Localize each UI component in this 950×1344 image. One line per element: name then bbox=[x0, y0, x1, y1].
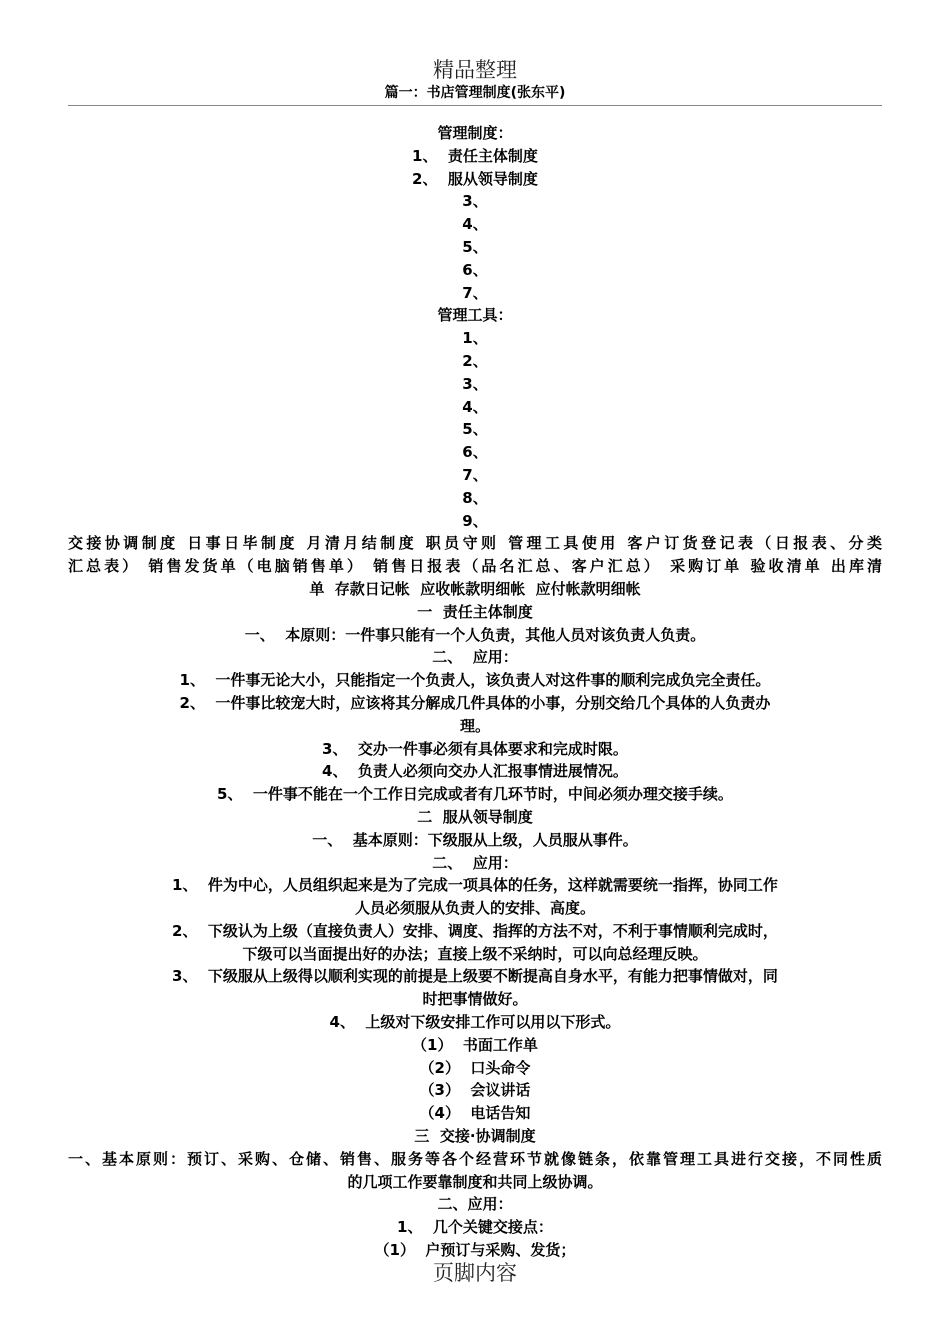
text-line: 汇总表） 销售发货单（电脑销售单） 销售日报表（品名汇总、客户汇总） 采购订单 验收清单 出库清 bbox=[68, 557, 882, 576]
document-body bbox=[68, 122, 882, 1262]
text-line: 管理制度： bbox=[437, 124, 513, 142]
text-line: 一、 基本原则：下级服从上级，人员服从事件。 bbox=[312, 830, 638, 849]
text-line: 2、 服从领导制度 bbox=[412, 169, 538, 188]
text-line: 3、 bbox=[462, 374, 488, 393]
text-line: 1、 bbox=[462, 329, 488, 348]
text-line: 理。 bbox=[459, 716, 490, 735]
text-line: 4、 负责人必须向交办人汇报事情进展情况。 bbox=[322, 762, 628, 781]
text-line: 6、 bbox=[462, 443, 488, 462]
text-line: 一、基本原则：预订、采购、仓储、销售、服务等各个经营环节就像链条，依靠管理工具进行交接，不同性质 bbox=[68, 1149, 882, 1168]
text-line: 4、 bbox=[462, 397, 488, 416]
list-item: （3） 会议讲话 bbox=[419, 1081, 531, 1100]
text-line: 交接协调制度 日事日毕制度 月清月结制度 职员守则 管理工具使用 客户订货登记表（日报表、分类 bbox=[68, 534, 882, 553]
header-title: 精品整理 bbox=[433, 58, 517, 82]
text-line: 4、 上级对下级安排工作可以用以下形式。 bbox=[329, 1013, 621, 1032]
text-line: 7、 bbox=[462, 283, 488, 302]
text-line: 单 存款日记帐 应收帐款明细帐 应付帐款明细帐 bbox=[309, 579, 641, 598]
text-line: 4、 bbox=[462, 215, 488, 234]
tools-paragraph bbox=[68, 532, 882, 600]
text-line: 1、 责任主体制度 bbox=[412, 146, 538, 165]
text-line: 2、 下级认为上级（直接负责人）安排、调度、指挥的方法不对，不利于事情顺利完成时， bbox=[172, 921, 778, 940]
basic-principle-paragraph bbox=[68, 1148, 882, 1194]
page-header bbox=[68, 57, 882, 103]
text-line: 时把事情做好。 bbox=[422, 990, 528, 1009]
page-footer: 页脚内容 bbox=[433, 1261, 517, 1285]
text-line: 2、 bbox=[462, 351, 488, 370]
text-line: 1、 一件事无论大小，只能指定一个负责人，该负责人对这件事的顺利完成负完全责任。 bbox=[179, 671, 771, 690]
list-item: （1） 户预订与采购、发货； bbox=[374, 1241, 576, 1260]
text-line: 二、 应用： bbox=[432, 648, 518, 667]
text-line: 二、应用： bbox=[437, 1195, 513, 1214]
text-line: 管理工具： bbox=[437, 306, 513, 325]
list-item: （2） 口头命令 bbox=[419, 1058, 531, 1077]
text-line: 1、 几个关键交接点： bbox=[397, 1218, 553, 1237]
text-line: 9、 bbox=[462, 511, 488, 530]
text-line: 1、 件为中心，人员组织起来是为了完成一项具体的任务，这样就需要统一指挥，协同工作 bbox=[172, 876, 778, 895]
document-title: 篇一：书店管理制度(张东平) bbox=[384, 85, 566, 101]
section-heading: 二 服从领导制度 bbox=[417, 807, 533, 826]
text-line: 3、 bbox=[462, 192, 488, 211]
text-line: 人员必须服从负责人的安排、高度。 bbox=[354, 899, 595, 918]
list-item: （4） 电话告知 bbox=[419, 1104, 531, 1123]
text-line: 5、 bbox=[462, 420, 488, 439]
header-divider bbox=[68, 105, 882, 106]
text-line: 二、 应用： bbox=[432, 853, 518, 872]
section-heading: 三 交接·协调制度 bbox=[414, 1127, 536, 1146]
text-line: 一、 本原则：一件事只能有一个人负责，其他人员对该负责人负责。 bbox=[244, 625, 706, 644]
text-line: 7、 bbox=[462, 465, 488, 484]
text-line: 下级可以当面提出好的办法；直接上级不采纳时，可以向总经理反映。 bbox=[242, 944, 708, 963]
text-line: 2、 一件事比较宠大时，应该将其分解成几件具体的小事，分别交给几个具体的人负责办 bbox=[179, 693, 771, 712]
text-line: 5、 bbox=[462, 237, 488, 256]
text-line: 6、 bbox=[462, 260, 488, 279]
text-line: 3、 下级服从上级得以顺利实现的前提是上级要不断提高自身水平，有能力把事情做对，同 bbox=[172, 967, 778, 986]
text-line: 3、 交办一件事必须有具体要求和完成时限。 bbox=[322, 739, 628, 758]
text-line: 8、 bbox=[462, 488, 488, 507]
text-line: 的几项工作要靠制度和共同上级协调。 bbox=[347, 1172, 603, 1191]
list-item: （1） 书面工作单 bbox=[412, 1035, 538, 1054]
section-heading: 一 责任主体制度 bbox=[417, 602, 533, 621]
text-line: 5、 一件事不能在一个工作日完成或者有几环节时，中间必须办理交接手续。 bbox=[217, 785, 733, 804]
